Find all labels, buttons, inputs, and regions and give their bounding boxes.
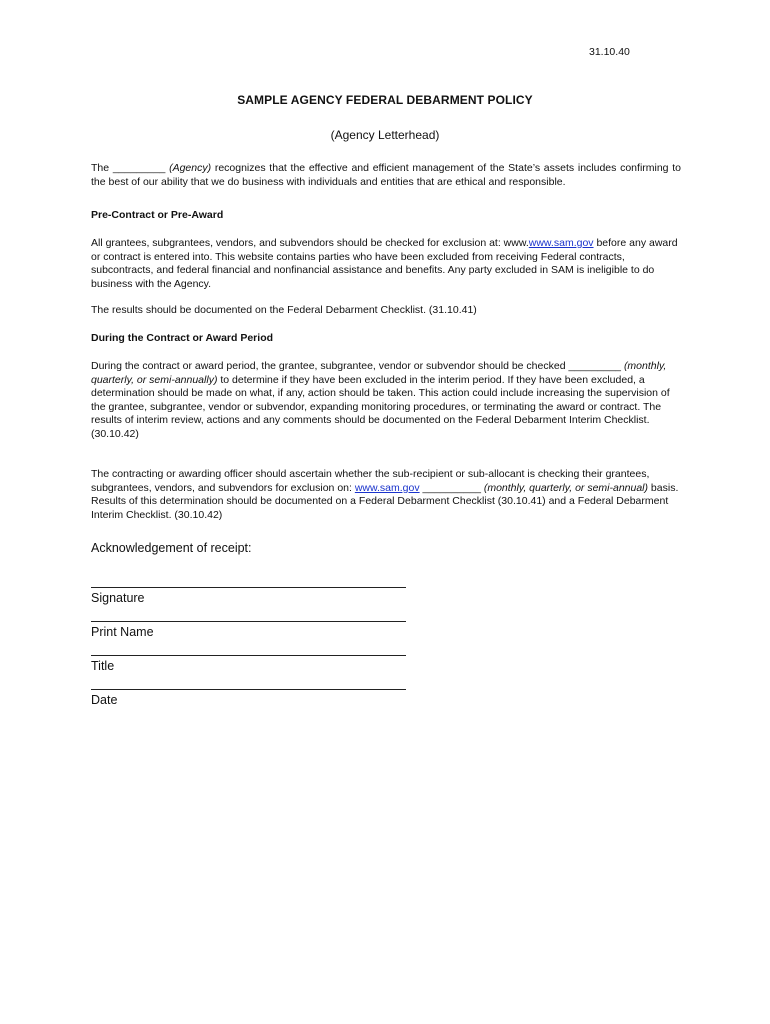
signature-line	[91, 587, 406, 588]
title-label: Title	[91, 659, 115, 673]
during-text-cont: to determine if they have been excluded in the interim period. If they have been excluded, a determination should be made on what, if any, action should be taken. This action could include increasing the supervision of the grantee, subgrantee, vendor or subvendor, expanding monitoring procedures, or terminating the award or contract. The results of interim review, actions and any comments should be documented on the Federal Debarment Interim Checklist. (30.10.42)	[91, 373, 670, 440]
date-line	[91, 689, 406, 690]
pre-award-text: All grantees, subgrantees, vendors, and subvendors should be checked for exclusion at: www.	[91, 237, 529, 249]
agency-letterhead: (Agency Letterhead)	[330, 128, 440, 142]
document-number: 31.10.40	[589, 46, 630, 58]
during-text: During the contract or award period, the grantee, subgrantee, vendor or subvendor should be checked _________	[91, 360, 624, 372]
agency-placeholder: (Agency)	[169, 162, 212, 174]
intro-prefix: The	[91, 162, 113, 174]
intro-text: recognizes that the effective and efficient management of the State’s assets includes confirming to the best of our ability that we do business with individuals and entities that are ethical and responsible.	[91, 162, 681, 188]
document-title: SAMPLE AGENCY FEDERAL DEBARMENT POLICY	[237, 93, 533, 107]
officer-frequency: (monthly, quarterly, or semi-annual)	[483, 481, 649, 494]
sam-gov-link-2[interactable]: www.sam.gov	[354, 481, 420, 494]
print-name-label: Print Name	[91, 625, 154, 639]
during-heading: During the Contract or Award Period	[91, 332, 274, 344]
during-frequency: (monthly, quarterly, or semi-annually)	[91, 360, 667, 386]
signature-label: Signature	[91, 591, 145, 605]
pre-award-text-cont: before any award or contract is entered into. This website contains parties who have been excluded from receiving Federal contracts, subcontracts, and federal financial and nonfinancial assistance and benefits. Any party excluded in SAM is ineligible to do business with the Agency.	[91, 237, 678, 290]
acknowledgement-title: Acknowledgement of receipt:	[91, 541, 252, 555]
date-label: Date	[91, 693, 118, 707]
intro-paragraph	[91, 162, 681, 189]
agency-blank: _________	[112, 162, 166, 174]
pre-award-paragraph	[91, 237, 681, 291]
sam-gov-link[interactable]: www.sam.gov	[528, 237, 594, 249]
title-line	[91, 655, 406, 656]
officer-text-cont: basis. Results of this determination should be documented on a Federal Debarment Checklist (30.10.41) and a Federal Debarment Interim Checklist. (30.10.42)	[91, 481, 679, 521]
officer-paragraph	[91, 468, 681, 522]
print-name-line	[91, 621, 406, 622]
during-paragraph	[91, 360, 681, 442]
pre-award-results: The results should be documented on the Federal Debarment Checklist. (31.10.41)	[91, 304, 477, 316]
officer-text: The contracting or awarding officer should ascertain whether the sub-recipient or sub-allocant is checking their grantees, subgrantees, vendors, and subvendors for exclusion on:	[91, 468, 650, 494]
pre-award-heading: Pre-Contract or Pre-Award	[91, 209, 224, 221]
officer-blank: __________	[419, 481, 484, 494]
